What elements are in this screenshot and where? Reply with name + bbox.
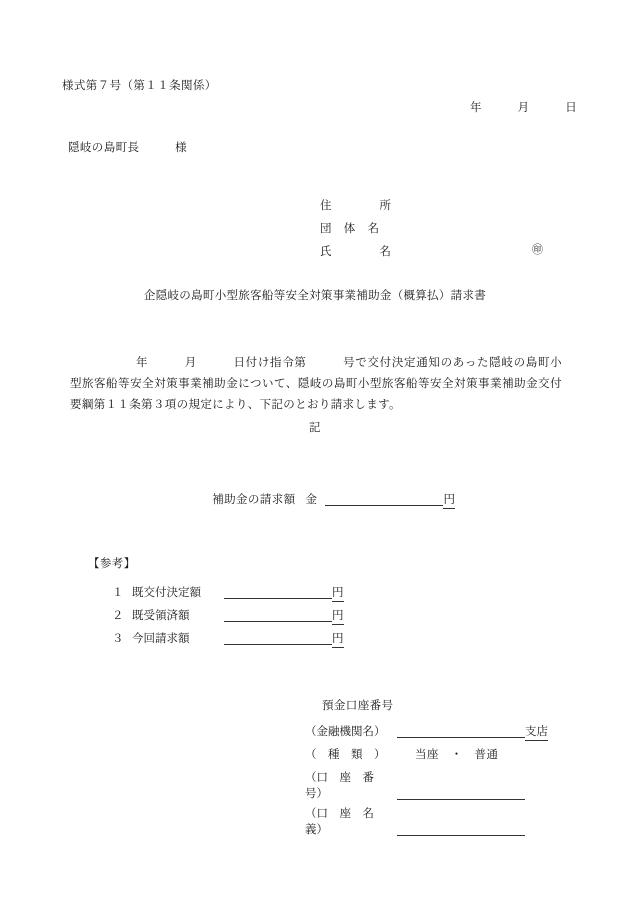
- reference-item-label: 既交付決定額: [132, 585, 201, 599]
- claim-amount-row: [196, 482, 455, 517]
- reference-item-number: ３: [112, 631, 124, 645]
- reference-item-unit: 円: [332, 585, 344, 602]
- body-paragraph: 年 月 日付け指令第 号で交付決定通知のあった隠岐の島町小型旅客船等安全対策事業補助金について、隠岐の島町小型旅客船等安全対策事業補助金交付要綱第１１条第３項の規定により、下記のとおり請求します。: [70, 355, 562, 411]
- bank-type-row: [305, 746, 498, 762]
- addressee: 隠岐の島町長 様: [68, 140, 187, 154]
- reference-item: [112, 630, 344, 646]
- bank-number-input[interactable]: [397, 799, 525, 800]
- bank-number-label: （口 座 番 号）: [305, 770, 386, 800]
- form-number: 様式第７号（第１１条関係）: [62, 78, 217, 92]
- claim-amount-unit: 円: [443, 492, 455, 509]
- bank-holder-input[interactable]: [397, 835, 525, 836]
- reference-item-input[interactable]: [224, 621, 332, 622]
- reference-item-number: １: [112, 585, 124, 599]
- bank-institution-input[interactable]: [397, 737, 525, 738]
- reference-item-input[interactable]: [224, 598, 332, 599]
- ki-marker: 記: [309, 420, 321, 434]
- reference-heading: 【参考】: [88, 556, 136, 570]
- bank-institution-row: [305, 723, 548, 739]
- claim-currency-prefix: 金: [305, 491, 318, 506]
- reference-item: [112, 607, 344, 623]
- applicant-organization-label: 団 体 名: [320, 221, 380, 235]
- claim-amount-label: 補助金の請求額: [212, 491, 296, 506]
- bank-holder-label: （口 座 名 義）: [305, 806, 386, 836]
- bank-type-choices[interactable]: 当座 ・ 普通: [415, 747, 499, 761]
- document-title: 企隠岐の島町小型旅客船等安全対策事業補助金（概算払）請求書: [143, 288, 487, 302]
- applicant-address-label: 住 所: [320, 198, 392, 212]
- reference-item-number: ２: [112, 608, 124, 622]
- reference-item-label: 今回請求額: [132, 631, 190, 645]
- bank-number-row: [305, 769, 525, 801]
- bank-type-label: （ 種 類 ）: [305, 747, 386, 761]
- seal-stamp-icon: ㊞: [532, 243, 543, 256]
- claim-amount-input[interactable]: [325, 505, 443, 506]
- bank-institution-label: （金融機関名）: [305, 724, 386, 738]
- bank-account-heading: 預金口座番号: [322, 698, 394, 712]
- reference-item-unit: 円: [332, 608, 344, 625]
- bank-holder-row: [305, 805, 525, 837]
- reference-item-label: 既受領済額: [132, 608, 190, 622]
- date-line: 年 月 日: [470, 100, 578, 114]
- applicant-name-label: 氏 名: [320, 244, 392, 258]
- reference-item: [112, 584, 344, 600]
- bank-branch-suffix: 支店: [525, 724, 548, 741]
- reference-item-input[interactable]: [224, 644, 332, 645]
- reference-item-unit: 円: [332, 631, 344, 648]
